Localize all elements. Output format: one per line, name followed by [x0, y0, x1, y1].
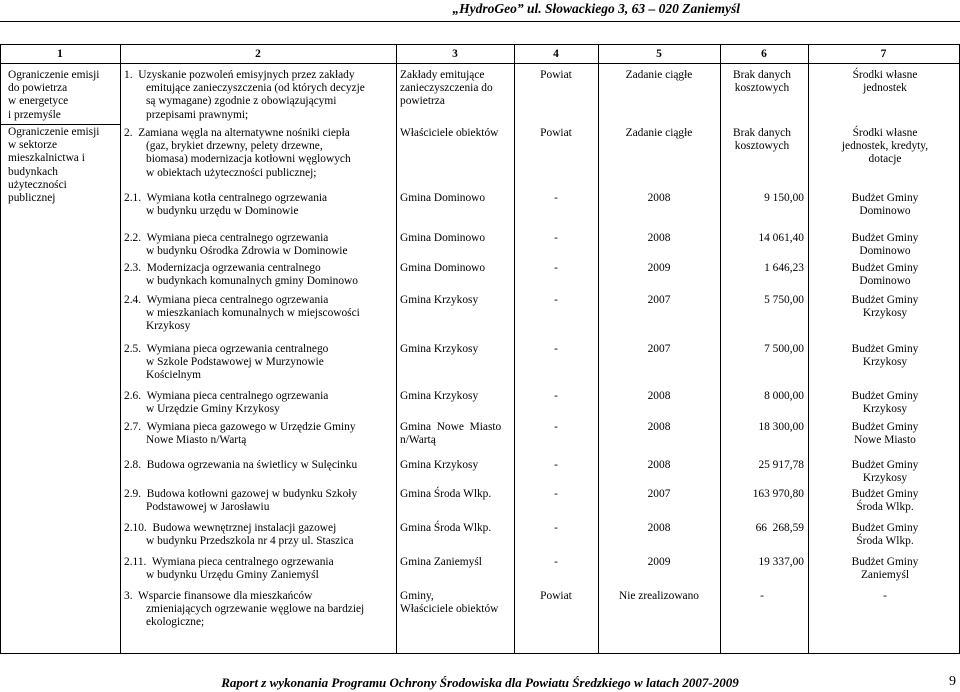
- task-line: przepisami prawnymi;: [146, 108, 249, 121]
- col-number-4: 4: [553, 48, 559, 60]
- mode-line: 2008: [647, 192, 671, 204]
- source-line: Budżet Gminy: [851, 556, 919, 568]
- cell-task: [124, 390, 396, 416]
- cost-line: Brak danych: [733, 127, 791, 139]
- cell-partner: [514, 69, 598, 82]
- mode-line: 2008: [647, 459, 671, 471]
- cell-task: [124, 459, 396, 472]
- cell-mode: [598, 262, 720, 275]
- unit-line: Gmina Krzykosy: [400, 343, 479, 355]
- cell-mode: [598, 459, 720, 472]
- task-line: 2.3. Modernizacja ogrzewania centralnego: [124, 262, 321, 274]
- cell-task: [124, 192, 396, 218]
- cell-task: [124, 127, 396, 180]
- task-line: 2.11. Wymiana pieca centralnego ogrzewania: [124, 556, 334, 568]
- cell-cost: [720, 488, 804, 501]
- cell-task: [124, 69, 396, 122]
- cell-mode: [598, 294, 720, 307]
- cell-task: [124, 294, 396, 334]
- task-line: 2.4. Wymiana pieca centralnego ogrzewania: [124, 294, 329, 306]
- cell-source: [812, 294, 958, 320]
- partner-line: Powiat: [540, 590, 572, 602]
- cost-line: 9 150,00: [764, 192, 804, 204]
- task-line: 3. Wsparcie finansowe dla mieszkańców: [124, 590, 313, 602]
- partner-line: Powiat: [540, 69, 572, 81]
- col-number-3: 3: [452, 48, 458, 60]
- source-line: jednostek: [863, 82, 907, 95]
- unit-line: Właściciele obiektów: [400, 127, 499, 139]
- mode-line: 2007: [647, 488, 671, 500]
- task-line: w budynku Urzędu Gminy Zaniemyśl: [146, 569, 319, 582]
- cell-source: [812, 343, 958, 369]
- task-line: 2.6. Wymiana pieca centralnego ogrzewania: [124, 390, 329, 402]
- cost-line: -: [760, 590, 764, 602]
- source-line: Środa Wlkp.: [856, 535, 914, 548]
- cell-mode: [598, 590, 720, 603]
- cell-partner: [514, 421, 598, 434]
- task-line: 2. Zamiana węgla na alternatywne nośniki ciepła: [124, 127, 350, 139]
- cell-partner: [514, 390, 598, 403]
- mode-line: 2009: [647, 262, 671, 274]
- cost-line: 19 337,00: [758, 556, 804, 568]
- document-header: „HydroGeo” ul. Słowackiego 3, 63 – 020 Zaniemyśl: [452, 1, 740, 16]
- cell-cost: [720, 459, 804, 472]
- task-line: 2.7. Wymiana pieca gazowego w Urzędzie Gminy: [124, 421, 356, 433]
- cell-unit: [400, 488, 514, 501]
- unit-line: Gmina Zaniemyśl: [400, 556, 482, 568]
- category-industry: Ograniczenie emisji do powietrza w energetyce i przemyśle: [8, 69, 100, 121]
- cell-partner: [514, 127, 598, 140]
- col-number-7: 7: [880, 48, 887, 60]
- task-line: Nowe Miasto n/Wartą: [146, 434, 247, 447]
- cost-line: 1 646,23: [764, 262, 804, 274]
- task-line: ekologiczne;: [146, 616, 205, 629]
- cost-line: kosztowych: [734, 140, 790, 153]
- col-number-2: 2: [255, 48, 261, 60]
- cell-unit: [400, 459, 514, 472]
- source-line: Środki własne: [852, 69, 918, 81]
- task-line: (gaz, brykiet drzewny, pelety drzewne,: [146, 140, 323, 153]
- mode-line: Nie zrealizowano: [618, 590, 699, 602]
- cell-mode: [598, 192, 720, 205]
- cell-partner: [514, 522, 598, 535]
- cell-source: [812, 69, 958, 95]
- unit-line: Gmina Krzykosy: [400, 294, 479, 306]
- table-top-border: [0, 44, 960, 45]
- cell-partner: [514, 262, 598, 275]
- partner-line: -: [554, 262, 558, 274]
- page-number: 9: [949, 674, 956, 689]
- cost-line: 8 000,00: [764, 390, 804, 402]
- task-line: 2.9. Budowa kotłowni gazowej w budynku Szkoły: [124, 488, 358, 500]
- cell-task: [124, 343, 396, 383]
- cell-unit: [400, 192, 514, 205]
- cell-unit: [400, 294, 514, 307]
- source-line: Krzykosy: [862, 472, 908, 485]
- cell-mode: [598, 421, 720, 434]
- cost-line: 18 300,00: [758, 421, 804, 433]
- cell-unit: [400, 69, 514, 109]
- partner-line: -: [554, 232, 558, 244]
- cell-source: [812, 262, 958, 288]
- cost-line: 5 750,00: [764, 294, 804, 306]
- mode-line: Zadanie ciągłe: [625, 127, 693, 139]
- source-line: Dominowo: [859, 275, 911, 288]
- table-header-border: [0, 63, 960, 64]
- partner-line: -: [554, 343, 558, 355]
- cell-mode: [598, 522, 720, 535]
- partner-line: -: [554, 421, 558, 433]
- cell-source: [812, 127, 958, 167]
- cost-line: 14 061,40: [758, 232, 804, 244]
- unit-line: Gmina Krzykosy: [400, 459, 479, 471]
- task-line: zmieniających ogrzewanie węglowe na bardziej: [146, 603, 365, 616]
- cell-task: [124, 488, 396, 514]
- unit-line: n/Wartą: [400, 434, 436, 447]
- partner-line: -: [554, 556, 558, 568]
- mode-line: Zadanie ciągłe: [625, 69, 693, 81]
- source-line: Środa Wlkp.: [856, 501, 914, 514]
- unit-line: Gmina Dominowo: [400, 232, 486, 244]
- cell-unit: [400, 390, 514, 403]
- cell-unit: [400, 127, 514, 140]
- cell-cost: [720, 421, 804, 434]
- cell-mode: [598, 390, 720, 403]
- task-line: Krzykosy: [146, 320, 191, 333]
- task-line: Podstawowej w Jarosławiu: [146, 501, 270, 514]
- task-line: 2.1. Wymiana kotła centralnego ogrzewania: [124, 192, 328, 204]
- table-bottom-border: [0, 653, 960, 654]
- cell-unit: [400, 262, 514, 275]
- source-line: Nowe Miasto: [854, 434, 916, 447]
- cell-partner: [514, 294, 598, 307]
- mode-line: 2007: [647, 343, 671, 355]
- mode-line: 2009: [647, 556, 671, 568]
- task-line: w budynkach komunalnych gminy Dominowo: [146, 275, 358, 288]
- cell-task: [124, 556, 396, 582]
- task-line: w budynku Przedszkola nr 4 przy ul. Staszica: [146, 535, 354, 548]
- unit-line: powietrza: [400, 95, 445, 108]
- cell-unit: [400, 556, 514, 569]
- unit-line: Gmina Krzykosy: [400, 390, 479, 402]
- cost-line: Brak danych: [733, 69, 791, 81]
- unit-line: Zakłady emitujące: [400, 69, 485, 81]
- cell-source: [812, 232, 958, 258]
- cell-source: [812, 556, 958, 582]
- task-line: są wymagane) zgodnie z obowiązującymi: [146, 95, 337, 108]
- unit-line: Gmina Nowe Miasto: [400, 421, 502, 433]
- cell-cost: [720, 127, 804, 153]
- cell-partner: [514, 232, 598, 245]
- partner-line: -: [554, 522, 558, 534]
- cell-source: [812, 590, 958, 603]
- unit-line: Gmina Dominowo: [400, 192, 486, 204]
- source-line: Budżet Gminy: [851, 192, 919, 204]
- cell-partner: [514, 556, 598, 569]
- unit-line: Gminy,: [400, 590, 434, 602]
- source-line: Dominowo: [859, 245, 911, 258]
- source-line: Budżet Gminy: [851, 421, 919, 433]
- mode-line: 2008: [647, 390, 671, 402]
- source-line: Krzykosy: [862, 356, 908, 369]
- mode-line: 2008: [647, 421, 671, 433]
- cell-cost: [720, 232, 804, 245]
- source-line: Krzykosy: [862, 403, 908, 416]
- partner-line: -: [554, 488, 558, 500]
- cell-cost: [720, 556, 804, 569]
- task-line: 2.5. Wymiana pieca ogrzewania centralnego: [124, 343, 329, 355]
- task-line: 2.10. Budowa wewnętrznej instalacji gazowej: [124, 522, 337, 534]
- task-line: w mieszkaniach komunalnych w miejscowości: [146, 307, 360, 320]
- task-line: 2.2. Wymiana pieca centralnego ogrzewania: [124, 232, 329, 244]
- col-number-6: 6: [761, 48, 767, 60]
- cell-partner: [514, 192, 598, 205]
- cell-mode: [598, 127, 720, 140]
- task-line: w obiektach użyteczności publicznej;: [146, 166, 317, 179]
- cell-source: [812, 488, 958, 514]
- task-line: emitujące zanieczyszczenia (od których decyzje: [146, 82, 365, 95]
- task-line: Kościelnym: [146, 369, 202, 382]
- source-line: Budżet Gminy: [851, 343, 919, 355]
- unit-line: Właściciele obiektów: [400, 603, 499, 616]
- source-line: jednostek, kredyty,: [841, 140, 929, 153]
- source-line: Zaniemyśl: [860, 569, 910, 582]
- cell-task: [124, 522, 396, 548]
- cost-line: 66 268,59: [755, 522, 804, 534]
- cell-cost: [720, 294, 804, 307]
- cell-unit: [400, 343, 514, 356]
- cost-line: kosztowych: [734, 82, 790, 95]
- source-line: Budżet Gminy: [851, 262, 919, 274]
- cell-task: [124, 262, 396, 288]
- cell-partner: [514, 590, 598, 603]
- cell-mode: [598, 343, 720, 356]
- source-line: Krzykosy: [862, 307, 908, 320]
- cell-cost: [720, 390, 804, 403]
- cell-cost: [720, 192, 804, 205]
- source-line: Budżet Gminy: [851, 459, 919, 471]
- source-line: Budżet Gminy: [851, 488, 919, 500]
- cell-unit: [400, 421, 514, 447]
- cell-cost: [720, 69, 804, 95]
- cell-unit: [400, 522, 514, 535]
- cell-task: [124, 421, 396, 447]
- col-number-1: 1: [57, 48, 63, 60]
- source-line: Środki własne: [852, 127, 918, 139]
- document-footer: Raport z wykonania Programu Ochrony Środowiska dla Powiatu Średzkiego w latach 2007-2009: [221, 675, 739, 690]
- partner-line: -: [554, 192, 558, 204]
- cell-task: [124, 232, 396, 258]
- cell-mode: [598, 69, 720, 82]
- cell-source: [812, 459, 958, 485]
- mode-line: 2008: [647, 522, 671, 534]
- task-line: 1. Uzyskanie pozwoleń emisyjnych przez zakłady: [124, 69, 355, 81]
- col-number-5: 5: [656, 48, 662, 60]
- header-rule: [0, 21, 960, 22]
- mode-line: 2008: [647, 232, 671, 244]
- cell-partner: [514, 343, 598, 356]
- cell-source: [812, 192, 958, 218]
- cell-mode: [598, 232, 720, 245]
- task-line: 2.8. Budowa ogrzewania na świetlicy w Sulęcinku: [124, 459, 358, 471]
- source-line: Dominowo: [859, 205, 911, 218]
- cell-mode: [598, 488, 720, 501]
- task-line: w Urzędzie Gminy Krzykosy: [146, 403, 280, 416]
- source-line: Budżet Gminy: [851, 294, 919, 306]
- cell-cost: [720, 590, 804, 603]
- cost-line: 7 500,00: [764, 343, 804, 355]
- source-line: Budżet Gminy: [851, 232, 919, 244]
- cell-partner: [514, 488, 598, 501]
- partner-line: -: [554, 459, 558, 471]
- source-line: Budżet Gminy: [851, 390, 919, 402]
- cell-source: [812, 421, 958, 447]
- task-line: w Szkole Podstawowej w Murzynowie: [146, 356, 324, 369]
- cell-cost: [720, 522, 804, 535]
- cell-cost: [720, 262, 804, 275]
- cell-task: [124, 590, 396, 630]
- source-line: -: [883, 590, 887, 602]
- task-line: biomasa) modernizacja kotłowni węglowych: [146, 153, 351, 166]
- task-line: w budynku Ośrodka Zdrowia w Dominowie: [146, 245, 348, 258]
- unit-line: zanieczyszczenia do: [400, 82, 493, 95]
- cost-line: 163 970,80: [752, 488, 804, 500]
- col1-divider: [0, 124, 120, 125]
- mode-line: 2007: [647, 294, 671, 306]
- partner-line: -: [554, 294, 558, 306]
- unit-line: Gmina Środa Wlkp.: [400, 488, 492, 500]
- partner-line: -: [554, 390, 558, 402]
- cell-source: [812, 390, 958, 416]
- source-line: dotacje: [868, 153, 902, 166]
- cost-line: 25 917,78: [758, 459, 804, 471]
- cell-unit: [400, 590, 514, 616]
- unit-line: Gmina Dominowo: [400, 262, 486, 274]
- task-line: w budynku urzędu w Dominowie: [146, 205, 299, 218]
- cell-cost: [720, 343, 804, 356]
- cell-mode: [598, 556, 720, 569]
- source-line: Budżet Gminy: [851, 522, 919, 534]
- cell-source: [812, 522, 958, 548]
- cell-unit: [400, 232, 514, 245]
- cell-partner: [514, 459, 598, 472]
- category-public-buildings: Ograniczenie emisji w sektorze mieszkalnictwa i budynkach użyteczności publicznej: [8, 126, 100, 205]
- partner-line: Powiat: [540, 127, 572, 139]
- unit-line: Gmina Środa Wlkp.: [400, 522, 492, 534]
